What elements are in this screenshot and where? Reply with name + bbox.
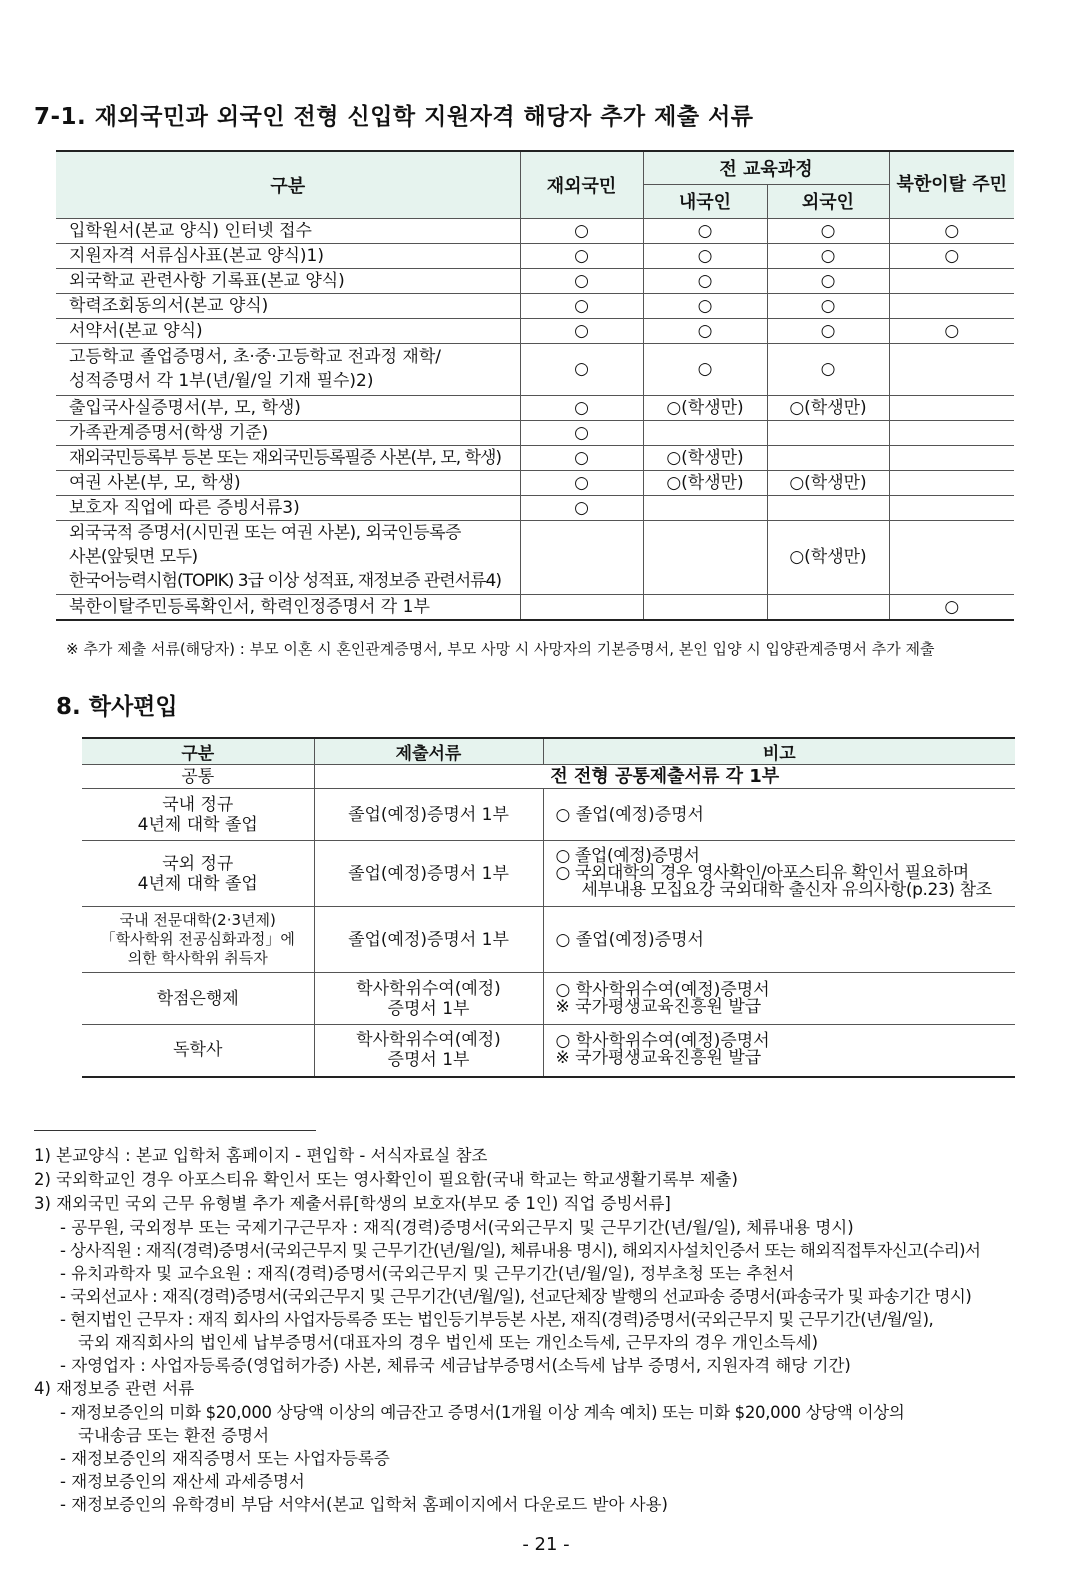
mark: ○: [767, 243, 889, 268]
section-8-title: 8. 학사편입: [56, 694, 178, 720]
mark: [889, 343, 1014, 395]
header-north-korean-defector: 북한이탈 주민: [889, 151, 1014, 218]
header-all-course: 전 교육과정: [643, 151, 889, 184]
mark: ○: [520, 218, 643, 243]
common-documents: 전 전형 공통제출서류 각 1부: [314, 765, 1015, 789]
mark: [889, 293, 1014, 318]
table-row: [56, 594, 1014, 620]
footnote-divider: [34, 1130, 316, 1131]
row-label: 가족관계증명서(학생 기준): [56, 420, 520, 445]
footnote-4-item: 국내송금 또는 환전 증명서: [78, 1426, 270, 1445]
footnote-3-item: - 공무원, 국외정부 또는 국제기구근무자 : 재직(경력)증명서(국외근무지 및 근무기간(년/월/일), 체류내용 명시): [60, 1218, 854, 1237]
table-row: [56, 243, 1014, 268]
remarks-cell: ○ 학사학위수여(예정)증명서 ※ 국가평생교육진흥원 발급: [543, 973, 1015, 1025]
table-row: [56, 520, 1014, 594]
mark: ○: [767, 218, 889, 243]
mark: ○: [889, 218, 1014, 243]
mark: ○(학생만): [643, 445, 767, 470]
mark: [889, 495, 1014, 520]
mark: ○: [889, 243, 1014, 268]
mark: ○: [520, 243, 643, 268]
mark: [889, 420, 1014, 445]
table-row: [82, 907, 1015, 973]
mark: ○: [520, 420, 643, 445]
mark: [520, 594, 643, 620]
row-label: 출입국사실증명서(부, 모, 학생): [56, 395, 520, 420]
documents-cell: 학사학위수여(예정) 증명서 1부: [314, 1025, 543, 1077]
footnote-3: 3) 재외국민 국외 근무 유형별 추가 제출서류[학생의 보호자(부모 중 1인) 직업 증빙서류]: [34, 1194, 671, 1213]
mark: ○: [643, 243, 767, 268]
mark: [643, 420, 767, 445]
mark: [767, 445, 889, 470]
mark: [889, 268, 1014, 293]
row-label: 서약서(본교 양식): [56, 318, 520, 343]
row-label: 입학원서(본교 양식) 인터넷 접수: [56, 218, 520, 243]
header-category: 구분: [56, 151, 520, 218]
table-row: [56, 268, 1014, 293]
table-row: [56, 318, 1014, 343]
mark: ○: [889, 594, 1014, 620]
mark: ○: [520, 395, 643, 420]
mark: ○: [767, 318, 889, 343]
table-row: [82, 841, 1015, 907]
footnote-4: 4) 재정보증 관련 서류: [34, 1379, 195, 1398]
mark: [889, 395, 1014, 420]
footnote-4-item: - 재정보증인의 재산세 과세증명서: [60, 1472, 305, 1491]
table-row: [56, 343, 1014, 395]
row-label: 여권 사본(부, 모, 학생): [56, 470, 520, 495]
mark: [520, 520, 643, 594]
additional-note: ※ 추가 제출 서류(해당자) : 부모 이혼 시 혼인관계증명서, 부모 사망 시 사망자의 기본증명서, 본인 입양 시 입양관계증명서 추가 제출: [66, 640, 935, 658]
header-domestic: 내국인: [643, 184, 767, 218]
table-row: [82, 1025, 1015, 1077]
table-row: [56, 218, 1014, 243]
footnote-3-item: - 현지법인 근무자 : 재직 회사의 사업자등록증 또는 법인등기부등본 사본, 재직(경력)증명서(국외근무지 및 근무기간(년/월/일),: [60, 1310, 934, 1329]
category-cell: 국내 정규 4년제 대학 졸업: [82, 789, 314, 841]
category-cell: 국외 정규 4년제 대학 졸업: [82, 841, 314, 907]
table-row: [56, 445, 1014, 470]
section-7-1-title: 7-1. 재외국민과 외국인 전형 신입학 지원자격 해당자 추가 제출 서류: [34, 104, 754, 130]
row-label: 지원자격 서류심사표(본교 양식)1): [56, 243, 520, 268]
header-remarks: 비고: [543, 738, 1015, 765]
row-label: 학력조회동의서(본교 양식): [56, 293, 520, 318]
mark: ○(학생만): [767, 395, 889, 420]
mark: ○: [520, 470, 643, 495]
table-row: [82, 789, 1015, 841]
mark: ○: [889, 318, 1014, 343]
footnote-2: 2) 국외학교인 경우 아포스티유 확인서 또는 영사확인이 필요함(국내 학교는 학교생활기록부 제출): [34, 1170, 738, 1189]
remarks-cell: ○ 졸업(예정)증명서: [543, 907, 1015, 973]
mark: [643, 520, 767, 594]
mark: ○: [643, 293, 767, 318]
mark: ○: [767, 293, 889, 318]
header-documents: 제출서류: [314, 738, 543, 765]
mark: ○: [767, 343, 889, 395]
category-cell: 국내 전문대학(2·3년제) 「학사학위 전공심화과정」에 의한 학사학위 취득자: [82, 907, 314, 973]
mark: [767, 495, 889, 520]
mark: ○: [643, 318, 767, 343]
documents-cell: 졸업(예정)증명서 1부: [314, 789, 543, 841]
page-number: - 21 -: [522, 1534, 570, 1555]
row-label: 외국국적 증명서(시민권 또는 여권 사본), 외국인등록증 사본(앞뒷면 모두) 한국어능력시험(TOPIK) 3급 이상 성적표, 재정보증 관련서류4): [56, 520, 520, 594]
category-cell: 독학사: [82, 1025, 314, 1077]
category-cell: 학점은행제: [82, 973, 314, 1025]
mark: ○: [643, 268, 767, 293]
table-row: [56, 420, 1014, 445]
documents-cell: 졸업(예정)증명서 1부: [314, 841, 543, 907]
mark: [767, 594, 889, 620]
table-row: [56, 395, 1014, 420]
footnote-3-item: - 자영업자 : 사업자등록증(영업허가증) 사본, 체류국 세금납부증명서(소득세 납부 증명서, 지원자격 해당 기간): [60, 1356, 851, 1375]
mark: ○: [520, 343, 643, 395]
footnote-4-item: - 재정보증인의 미화 $20,000 상당액 이상의 예금잔고 증명서(1개월 이상 계속 예치) 또는 미화 $20,000 상당액 이상의: [60, 1403, 905, 1422]
row-label: 재외국민등록부 등본 또는 재외국민등록필증 사본(부, 모, 학생): [56, 445, 520, 470]
mark: ○: [520, 318, 643, 343]
table-row: [82, 765, 1015, 789]
table-row: [56, 293, 1014, 318]
mark: [643, 495, 767, 520]
mark: ○: [643, 343, 767, 395]
footnote-3-item: - 국외선교사 : 재직(경력)증명서(국외근무지 및 근무기간(년/월/일), 선교단체장 발행의 선교파송 증명서(파송국가 및 파송기간 명시): [60, 1287, 972, 1306]
table-row: [82, 973, 1015, 1025]
footnote-3-item: - 유치과학자 및 교수요원 : 재직(경력)증명서(국외근무지 및 근무기간(년/월/일), 정부초청 또는 추천서: [60, 1264, 795, 1283]
footnote-3-item: - 상사직원 : 재직(경력)증명서(국외근무지 및 근무기간(년/월/일), 체류내용 명시), 해외지사설치인증서 또는 해외직접투자신고(수리)서: [60, 1241, 981, 1260]
documents-cell: 학사학위수여(예정) 증명서 1부: [314, 973, 543, 1025]
mark: ○(학생만): [643, 470, 767, 495]
mark: ○: [520, 445, 643, 470]
mark: ○: [643, 218, 767, 243]
remarks-cell: ○ 졸업(예정)증명서: [543, 789, 1015, 841]
footnote-4-item: - 재정보증인의 유학경비 부담 서약서(본교 입학처 홈페이지에서 다운로드 받아 사용): [60, 1495, 668, 1514]
mark: [643, 594, 767, 620]
footnote-4-item: - 재정보증인의 재직증명서 또는 사업자등록증: [60, 1449, 390, 1468]
documents-cell: 졸업(예정)증명서 1부: [314, 907, 543, 973]
mark: ○(학생만): [767, 470, 889, 495]
header-overseas-korean: 재외국민: [520, 151, 643, 218]
remarks-cell: ○ 학사학위수여(예정)증명서 ※ 국가평생교육진흥원 발급: [543, 1025, 1015, 1077]
row-label: 고등학교 졸업증명서, 초·중·고등학교 전과정 재학/ 성적증명서 각 1부(년/월/일 기재 필수)2): [56, 343, 520, 395]
footnote-3-item: 국외 재직회사의 법인세 납부증명서(대표자의 경우 법인세 또는 개인소득세, 근무자의 경우 개인소득세): [78, 1333, 819, 1352]
mark: ○(학생만): [643, 395, 767, 420]
mark: ○: [767, 268, 889, 293]
mark: [767, 420, 889, 445]
table-row: [56, 470, 1014, 495]
mark: ○(학생만): [767, 520, 889, 594]
row-label: 보호자 직업에 따른 증빙서류3): [56, 495, 520, 520]
mark: [889, 520, 1014, 594]
mark: [889, 470, 1014, 495]
additional-documents-table: [56, 150, 1014, 621]
footnote-1: 1) 본교양식 : 본교 입학처 홈페이지 - 편입학 - 서식자료실 참조: [34, 1146, 488, 1165]
mark: ○: [520, 268, 643, 293]
mark: [889, 445, 1014, 470]
mark: ○: [520, 293, 643, 318]
bachelor-transfer-table: [82, 737, 1015, 1078]
row-label: 외국학교 관련사항 기록표(본교 양식): [56, 268, 520, 293]
category-cell: 공통: [82, 765, 314, 789]
header-foreigner: 외국인: [767, 184, 889, 218]
remarks-cell: ○ 졸업(예정)증명서 ○ 국외대학의 경우 영사확인/아포스티유 확인서 필요하며 세부내용 모집요강 국외대학 출신자 유의사항(p.23) 참조: [543, 841, 1015, 907]
row-label: 북한이탈주민등록확인서, 학력인정증명서 각 1부: [56, 594, 520, 620]
header-category: 구분: [82, 738, 314, 765]
table-row: [56, 495, 1014, 520]
mark: ○: [520, 495, 643, 520]
